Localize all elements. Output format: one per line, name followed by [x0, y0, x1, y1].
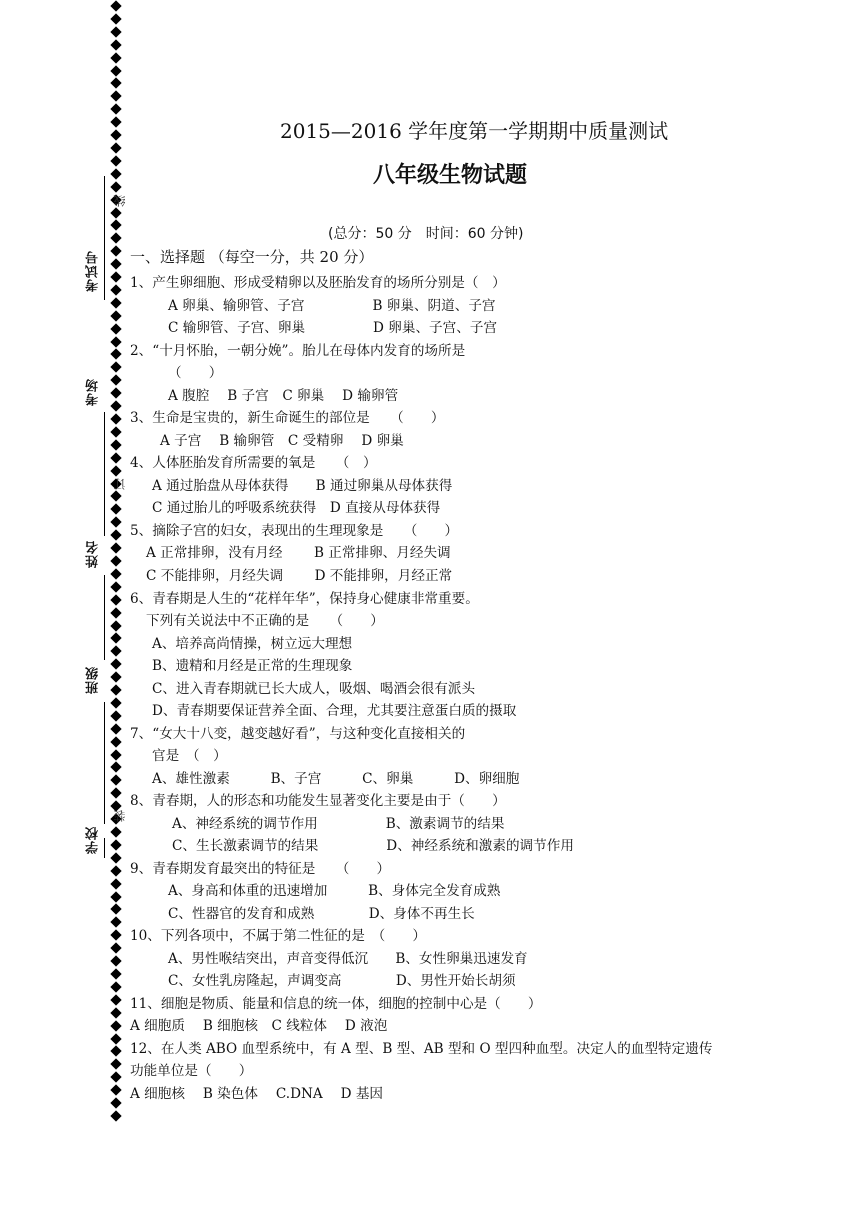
question-line: 12、在人类 ABO 血型系统中，有 A 型、B 型、AB 型和 O 型四种血型。决定人的血型特定遗传 [130, 1041, 713, 1057]
option-line: C 通过胎儿的呼吸系统获得 D 直接从母体获得 [152, 500, 441, 516]
diamond-mark [110, 52, 121, 63]
diamond-mark [110, 555, 121, 566]
exam-number-label: 考试号 [86, 250, 101, 292]
diamond-mark [110, 723, 121, 734]
diamond-mark [110, 297, 121, 308]
diamond-mark [110, 1033, 121, 1044]
diamond-mark [110, 633, 121, 644]
diamond-mark [110, 994, 121, 1005]
diamond-mark [110, 246, 121, 257]
diamond-mark [110, 439, 121, 450]
diamond-mark [110, 323, 121, 334]
diamond-mark [110, 968, 121, 979]
question-line: 下列有关说法中不正确的是 （ ） [146, 613, 384, 629]
question-line: 2、“十月怀胎，一朝分娩”。胎儿在母体内发育的场所是 [130, 343, 466, 359]
diamond-mark [110, 852, 121, 863]
question-line: 5、摘除子宫的妇女，表现出的生理现象是 （ ） [130, 523, 459, 539]
margin-mark-line: 线 [113, 195, 127, 207]
diamond-mark [110, 465, 121, 476]
diamond-mark [110, 891, 121, 902]
diamond-mark [110, 697, 121, 708]
diamond-mark [110, 1097, 121, 1108]
diamond-mark [110, 39, 121, 50]
option-line: A 子宫 B 输卵管 C 受精卵 D 卵巢 [160, 433, 404, 449]
diamond-mark [110, 336, 121, 347]
margin-mark-bind: 装 [113, 810, 127, 822]
diamond-mark [110, 142, 121, 153]
diamond-mark [110, 930, 121, 941]
diamond-mark [110, 375, 121, 386]
diamond-mark [110, 749, 121, 760]
diamond-mark [110, 710, 121, 721]
diamond-mark [110, 426, 121, 437]
question-line: 10、下列各项中，不属于第二性征的是 （ ） [130, 928, 426, 944]
diamond-mark [110, 1020, 121, 1031]
diamond-mark [110, 362, 121, 373]
diamond-mark [110, 78, 121, 89]
class-label: 班级 [86, 666, 101, 694]
diamond-mark [110, 181, 121, 192]
diamond-mark [110, 91, 121, 102]
option-line: A 通过胎盘从母体获得 B 通过卵巢从母体获得 [152, 478, 453, 494]
diamond-mark [110, 258, 121, 269]
exam-meta: (总分：50 分 时间：60 分钟) [328, 226, 524, 242]
question-line: 3、生命是宝贵的，新生命诞生的部位是 （ ） [130, 410, 445, 426]
diamond-mark [110, 517, 121, 528]
exam-title: 2015—2016 学年度第一学期期中质量测试 [280, 119, 669, 143]
diamond-mark [110, 904, 121, 915]
diamond-mark [110, 671, 121, 682]
question-line: 4、人体胚胎发育所需要的氧是 （ ） [130, 455, 377, 471]
diamond-mark [110, 1072, 121, 1083]
margin-rule [104, 412, 105, 536]
diamond-mark [110, 0, 121, 11]
diamond-mark [110, 310, 121, 321]
diamond-mark [110, 13, 121, 24]
option-line: C、女性乳房隆起，声调变高 D、男性开始长胡须 [168, 973, 516, 989]
diamond-mark [110, 349, 121, 360]
exam-subtitle: 八年级生物试题 [373, 163, 528, 188]
option-line: A、神经系统的调节作用 B、激素调节的结果 [172, 816, 505, 832]
diamond-mark [110, 168, 121, 179]
option-line: A 腹腔 B 子宫 C 卵巢 D 输卵管 [168, 388, 399, 404]
diamond-mark [110, 129, 121, 140]
diamond-mark [110, 659, 121, 670]
diamond-mark [110, 155, 121, 166]
diamond-mark [110, 491, 121, 502]
question-line: （ ） [168, 365, 223, 381]
option-line: A 细胞质 B 细胞核 C 线粒体 D 液泡 [130, 1018, 388, 1034]
question-line: 9、青春期发育最突出的特征是 （ ） [130, 861, 391, 877]
question-line: 7、“女大十八变，越变越好看”，与这种变化直接相关的 [130, 726, 466, 742]
margin-rule [104, 575, 105, 660]
margin-rule [104, 838, 105, 858]
diamond-mark [110, 207, 121, 218]
option-line: A 正常排卵，没有月经 B 正常排卵、月经失调 [146, 545, 451, 561]
diamond-mark [110, 104, 121, 115]
question-line: 1、产生卵细胞、形成受精卵以及胚胎发育的场所分别是（ ） [130, 275, 506, 291]
option-line: B、遗精和月经是正常的生理现象 [152, 658, 353, 674]
question-line: 11、细胞是物质、能量和信息的统一体，细胞的控制中心是（ ） [130, 996, 542, 1012]
diamond-mark [110, 762, 121, 773]
diamond-mark [110, 788, 121, 799]
option-line: D、青春期要保证营养全面、合理，尤其要注意蛋白质的摄取 [152, 703, 517, 719]
diamond-mark [110, 1007, 121, 1018]
diamond-mark [110, 220, 121, 231]
diamond-mark [110, 1084, 121, 1095]
option-line: A、雄性激素 B、子宫 C、卵巢 D、卵细胞 [152, 771, 520, 787]
question-line: 6、青春期是人生的“花样年华”，保持身心健康非常重要。 [130, 591, 479, 607]
diamond-mark [110, 594, 121, 605]
diamond-mark [110, 620, 121, 631]
option-line: A 卵巢、输卵管、子宫 B 卵巢、阴道、子宫 [168, 298, 496, 314]
diamond-mark [110, 942, 121, 953]
diamond-mark [110, 865, 121, 876]
diamond-mark [110, 1059, 121, 1070]
section-title: 一、选择题 （每空一分，共 20 分） [130, 248, 374, 266]
diamond-mark [110, 955, 121, 966]
diamond-mark [110, 684, 121, 695]
diamond-mark [110, 826, 121, 837]
margin-rule [104, 176, 105, 300]
diamond-mark [110, 775, 121, 786]
diamond-mark [110, 1046, 121, 1057]
option-line: C、进入青春期就已长大成人，吸烟、喝酒会很有派头 [152, 681, 476, 697]
question-line: 官是 （ ） [152, 748, 227, 764]
diamond-mark [110, 878, 121, 889]
question-line: 功能单位是（ ） [130, 1063, 253, 1079]
diamond-mark [110, 607, 121, 618]
diamond-mark [110, 646, 121, 657]
diamond-mark [110, 736, 121, 747]
diamond-mark [110, 1110, 121, 1121]
margin-mark-staple: 订 [113, 478, 127, 490]
diamond-mark [110, 529, 121, 540]
diamond-mark [110, 400, 121, 411]
diamond-mark [110, 581, 121, 592]
diamond-mark [110, 452, 121, 463]
diamond-mark [110, 839, 121, 850]
binding-border [108, 0, 124, 1125]
diamond-mark [110, 271, 121, 282]
diamond-mark [110, 413, 121, 424]
diamond-mark [110, 284, 121, 295]
option-line: A、身高和体重的迅速增加 B、身体完全发育成熟 [168, 883, 501, 899]
question-line: 8、青春期，人的形态和功能发生显著变化主要是由于（ ） [130, 793, 506, 809]
option-line: C 输卵管、子宫、卵巢 D 卵巢、子宫、子宫 [168, 320, 498, 336]
option-line: C、生长激素调节的结果 D、神经系统和激素的调节作用 [172, 838, 574, 854]
diamond-mark [110, 917, 121, 928]
name-label: 姓名 [86, 540, 101, 568]
margin-rule [104, 702, 105, 824]
school-label: 学校 [86, 826, 101, 854]
exam-room-label: 考场 [86, 378, 101, 406]
diamond-mark [110, 26, 121, 37]
diamond-mark [110, 233, 121, 244]
diamond-mark [110, 116, 121, 127]
option-line: C、性器官的发育和成熟 D、身体不再生长 [168, 906, 475, 922]
option-line: A、男性喉结突出，声音变得低沉 B、女性卵巢迅速发育 [168, 951, 528, 967]
option-line: A 细胞核 B 染色体 C.DNA D 基因 [130, 1086, 384, 1102]
diamond-mark [110, 981, 121, 992]
diamond-mark [110, 542, 121, 553]
option-line: A、培养高尚情操，树立远大理想 [152, 636, 353, 652]
option-line: C 不能排卵，月经失调 D 不能排卵，月经正常 [146, 568, 453, 584]
diamond-mark [110, 568, 121, 579]
diamond-mark [110, 388, 121, 399]
diamond-mark [110, 504, 121, 515]
diamond-mark [110, 65, 121, 76]
